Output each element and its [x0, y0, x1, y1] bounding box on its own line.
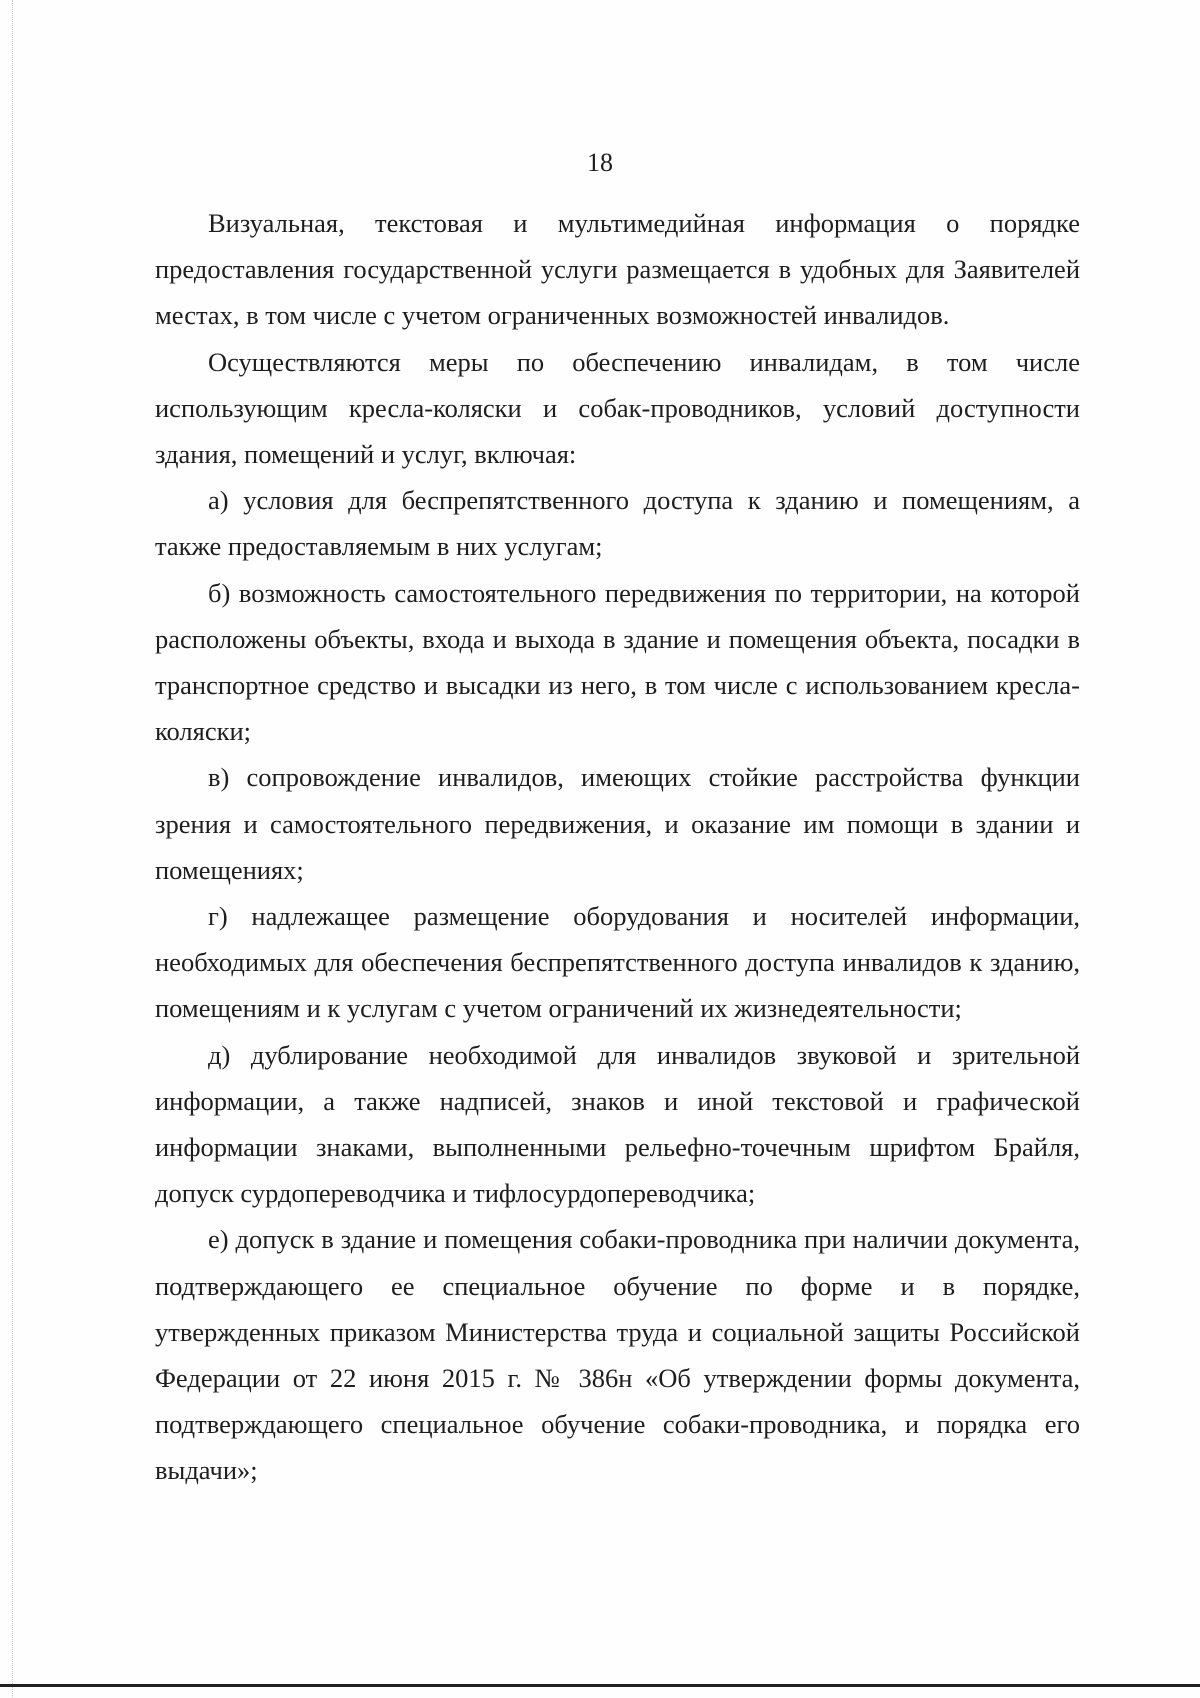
page-number: 18	[587, 148, 613, 177]
body-text	[155, 200, 1080, 1494]
list-item-d: д) дублирование необходимой для инвалидов звуковой и зрительной информации, а также надписей, знаков и иной текстовой и графической информации знаками, выполненными рельефно-точечным шрифтом Брайля, допуск сурдопереводчика и тифлосурдопереводчика;	[155, 1039, 1080, 1209]
list-item-a: а) условия для беспрепятственного доступа к зданию и помещениям, а также предоставляемым в них услугам;	[155, 485, 1080, 562]
bottom-scan-line	[0, 1684, 1200, 1687]
scan-edge-artifact	[12, 0, 13, 1698]
paragraph-accessibility-measures: Осуществляются меры по обеспечению инвалидам, в том числе использующим кресла-коляски и собак-проводников, условий доступности здания, помещений и услуг, включая:	[155, 346, 1080, 470]
list-item-b: б) возможность самостоятельного передвижения по территории, на которой расположены объекты, входа и выхода в здание и помещения объекта, посадки в транспортное средство и высадки из него, в том числе с использованием кресла-коляски;	[155, 577, 1080, 747]
list-item-v: в) сопровождение инвалидов, имеющих стойкие расстройства функции зрения и самостоятельного передвижения, и оказание им помощи в здании и помещениях;	[155, 762, 1080, 885]
list-item-g: г) надлежащее размещение оборудования и носителей информации, необходимых для обеспечения беспрепятственного доступа инвалидов к зданию, помещениям и к услугам с учетом ограничений их жизнедеятельности;	[155, 901, 1080, 1024]
paragraph-visual-info: Визуальная, текстовая и мультимедийная информация о порядке предоставления государственной услуги размещается в удобных для Заявителей местах, в том числе с учетом ограниченных возможностей инвалидов.	[155, 208, 1080, 331]
list-item-e: е) допуск в здание и помещения собаки-проводника при наличии документа, подтверждающего ее специальное обучение по форме и в порядке, утвержденных приказом Министерства труда и социальной защиты Российской Федерации от 22 июня 2015 г. № 386н «Об утверждении формы документа, подтверждающего специальное обучение собаки-проводника, и порядка его выдачи»;	[155, 1224, 1080, 1486]
